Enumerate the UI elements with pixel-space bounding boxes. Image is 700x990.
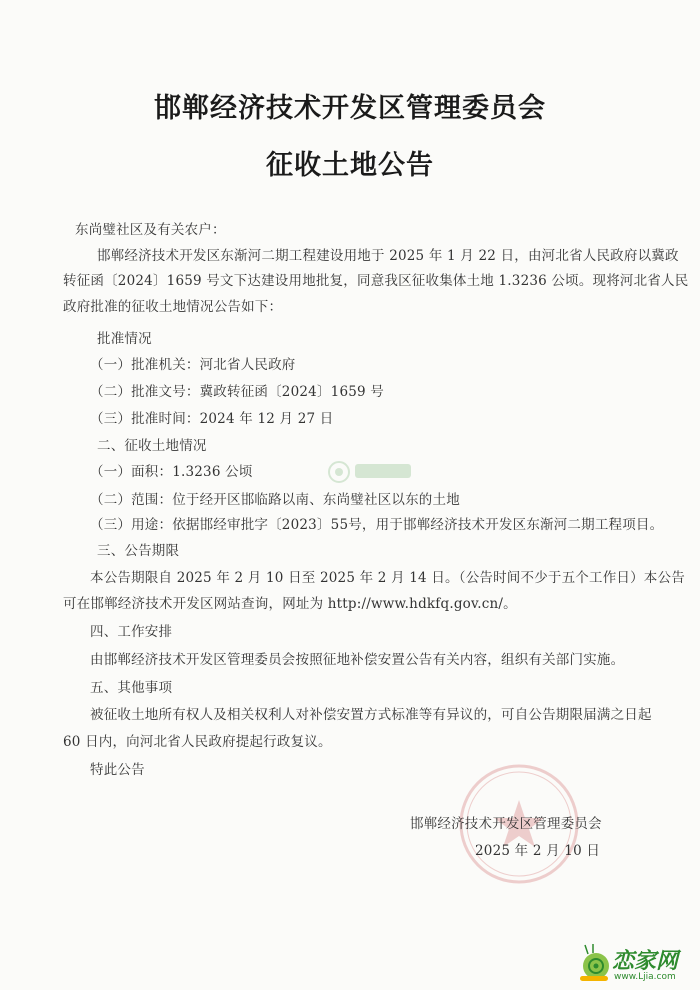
addressee: 东尚璧社区及有关农户： (75, 222, 226, 238)
brand-logo-text: 恋家网 (612, 949, 679, 974)
approval-item-authority: （一）批准机关：河北省人民政府 (90, 357, 296, 373)
signature-date: 2025 年 2 月 10 日 (475, 843, 601, 859)
work-text: 由邯郸经济技术开发区管理委员会按照征地补偿安置公告有关内容，组织有关部门实施。 (90, 652, 625, 668)
period-heading: 三、公告期限 (97, 543, 180, 559)
brand-logo (578, 940, 696, 988)
other-heading: 五、其他事项 (90, 680, 173, 696)
intro-line-2: 转征函〔2024〕1659 号文下达建设用地批复，同意我区征收集体土地 1.3236 公顷。现将河北省人民 (63, 273, 689, 289)
intro-line-1: 邯郸经济技术开发区东渐河二期工程建设用地于 2025 年 1 月 22 日，由河北省人民政府以冀政 (97, 248, 679, 264)
approval-item-date: （三）批准时间：2024 年 12 月 27 日 (90, 411, 334, 427)
land-heading: 二、征收土地情况 (97, 438, 207, 454)
closing-text: 特此公告 (90, 762, 145, 778)
approval-item-docnumber: （二）批准文号：冀政转征函〔2024〕1659 号 (90, 384, 385, 400)
other-line-1: 被征收土地所有权人及相关权利人对补偿安置方式标准等有异议的，可自公告期限届满之日起 (90, 707, 652, 723)
document-title-notice: 征收土地公告 (266, 150, 434, 181)
brand-logo-url: www.Ljia.com (614, 972, 676, 982)
snail-icon (578, 942, 612, 986)
other-line-2: 60 日内，向河北省人民政府提起行政复议。 (63, 734, 332, 750)
work-heading: 四、工作安排 (90, 624, 173, 640)
signature-org: 邯郸经济技术开发区管理委员会 (410, 816, 602, 832)
approval-heading: 批准情况 (97, 331, 152, 347)
land-item-usage: （三）用途：依据邯经审批字〔2023〕55号，用于邯郸经济技术开发区东渐河二期工程项目。 (90, 517, 664, 533)
intro-line-3: 政府批准的征收土地情况公告如下： (63, 299, 283, 315)
land-item-scope: （二）范围：位于经开区邯临路以南、东尚璧社区以东的土地 (90, 492, 460, 508)
period-line-1: 本公告期限自 2025 年 2 月 10 日至 2025 年 2 月 14 日。（公告时间不少于五个工作日）本公告 (90, 570, 685, 586)
land-item-area: （一）面积：1.3236 公顷 (90, 464, 253, 480)
period-line-2: 可在邯郸经济技术开发区网站查询，网址为 http://www.hdkfq.gov.cn/。 (63, 596, 517, 612)
watermark-logo-icon (327, 454, 417, 488)
document-title-org: 邯郸经济技术开发区管理委员会 (154, 93, 546, 124)
